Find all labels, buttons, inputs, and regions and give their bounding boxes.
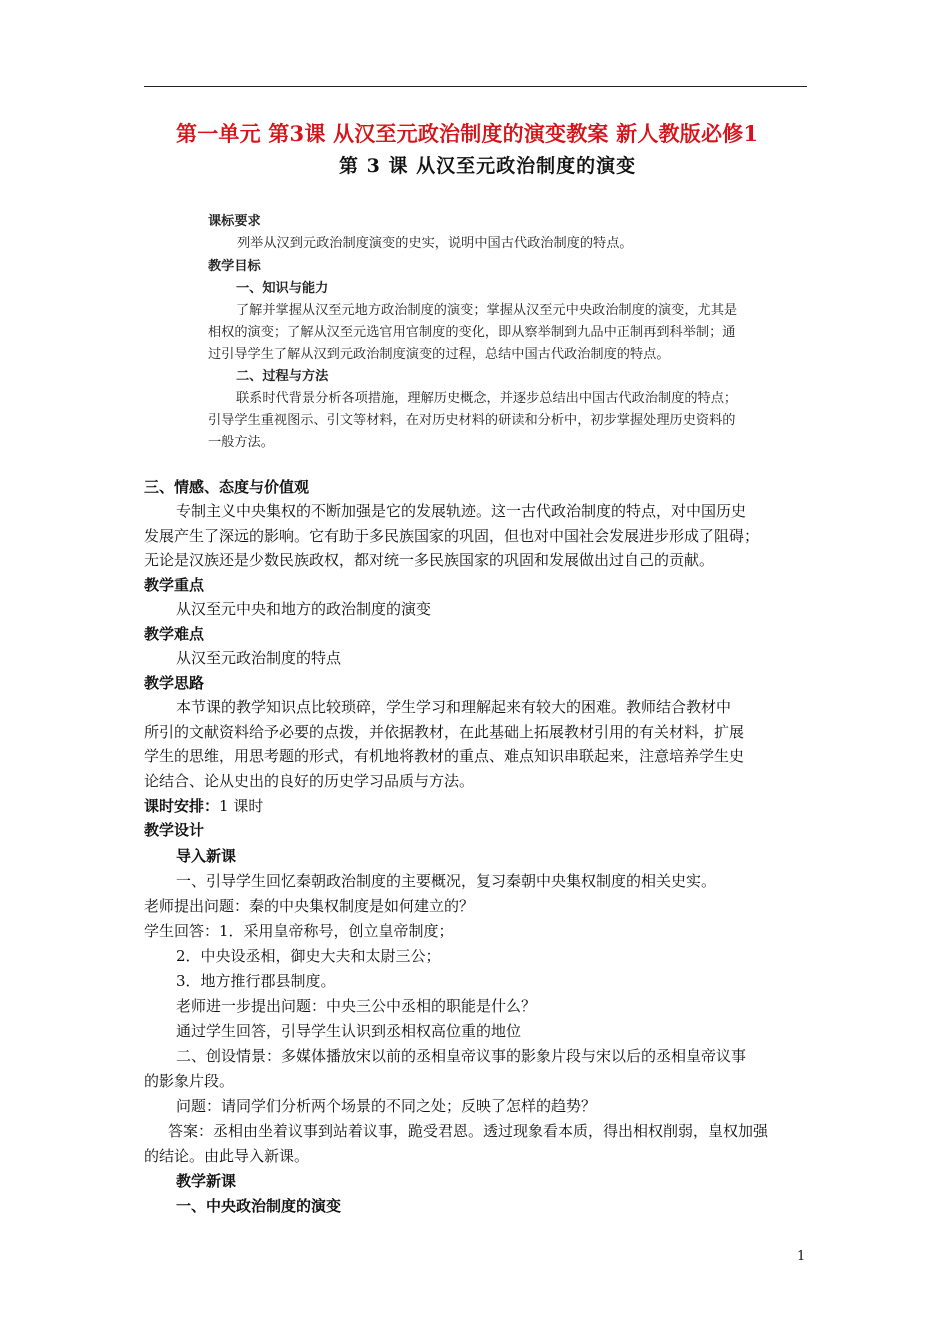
class-hours-value: 1 课时 <box>219 797 264 815</box>
paragraph-line: 联系时代背景分析各项措施，理解历史概念，并逐步总结出中国古代政治制度的特点； <box>236 391 738 406</box>
paragraph-line: 问题：请同学们分析两个场景的不同之处；反映了怎样的趋势？ <box>176 1097 597 1115</box>
paragraph-line: 的结论。由此导入新课。 <box>144 1147 310 1165</box>
paragraph-line: 学生回答：1．采用皇帝称号，创立皇帝制度； <box>144 922 454 940</box>
paragraph-line: 老师提出问题：秦的中央集权制度是如何建立的？ <box>144 897 475 915</box>
document-title: 第一单元 第3课 从汉至元政治制度的演变教案 新人教版必修1 <box>176 121 759 146</box>
paragraph-line: 2．中央设丞相，御史大夫和太尉三公； <box>176 947 441 965</box>
zhongdian-text: 从汉至元中央和地方的政治制度的演变 <box>176 600 432 618</box>
section-heading-silu: 教学思路 <box>144 674 205 692</box>
paragraph-line: 二、创设情景：多媒体播放宋以前的丞相皇帝议事的影象片段与宋以后的丞相皇帝议事 <box>176 1047 747 1065</box>
paragraph-line: 一般方法。 <box>208 435 274 450</box>
subheading-zhongyang: 一、中央政治制度的演变 <box>176 1197 342 1215</box>
paragraph-line: 学生的思维，用思考题的形式，有机地将教材的重点、难点知识串联起来，注意培养学生史 <box>144 747 745 765</box>
paragraph-line: 专制主义中央集权的不断加强是它的发展轨迹。这一古代政治制度的特点，对中国历史 <box>176 502 747 520</box>
paragraph-line: 无论是汉族还是少数民族政权，都对统一多民族国家的巩固和发展做出过自己的贡献。 <box>144 551 715 569</box>
subheading-daoru: 导入新课 <box>176 847 237 865</box>
section-heading-nandian: 教学难点 <box>144 625 205 643</box>
paragraph-line: 论结合、论从史出的良好的历史学习品质与方法。 <box>144 772 475 790</box>
paragraph-line: 引导学生重视图示、引文等材料，在对历史材料的研读和分析中，初步掌握处理历史资料的 <box>208 413 736 428</box>
section-heading-zhongdian: 教学重点 <box>144 576 205 594</box>
paragraph-line: 相权的演变；了解从汉至元选官用官制度的变化，即从察举制到九品中正制再到科举制；通 <box>208 325 736 340</box>
nandian-text: 从汉至元政治制度的特点 <box>176 649 342 667</box>
paragraph-line: 答案：丞相由坐着议事到站着议事，跪受君恩。透过现象看本质，得出相权削弱，皇权加强 <box>168 1122 769 1140</box>
section-heading-jxmb: 教学目标 <box>208 259 261 274</box>
kbyq-text: 列举从汉到元政治制度演变的史实，说明中国古代政治制度的特点。 <box>237 236 633 251</box>
paragraph-line: 了解并掌握从汉至元地方政治制度的演变；掌握从汉至元中央政治制度的演变，尤其是 <box>236 303 738 318</box>
subheading-guocheng: 二、过程与方法 <box>236 369 329 384</box>
page-number: 1 <box>797 1249 806 1264</box>
section-heading-kbyq: 课标要求 <box>208 214 261 229</box>
paragraph-line: 一、引导学生回忆秦朝政治制度的主要概况，复习秦朝中央集权制度的相关史实。 <box>176 872 717 890</box>
paragraph-line: 3．地方推行郡县制度。 <box>176 972 336 990</box>
paragraph-line: 发展产生了深远的影响。它有助于多民族国家的巩固，但也对中国社会发展进步形成了阻碍； <box>144 527 760 545</box>
paragraph-line: 的影象片段。 <box>144 1072 235 1090</box>
section-heading-sheji: 教学设计 <box>144 821 205 839</box>
class-hours <box>144 799 263 814</box>
paragraph-line: 老师进一步提出问题：中央三公中丞相的职能是什么？ <box>176 997 537 1015</box>
paragraph-line: 过引导学生了解从汉到元政治制度演变的过程，总结中国古代政治制度的特点。 <box>208 347 670 362</box>
paragraph-line: 本节课的教学知识点比较琐碎，学生学习和理解起来有较大的困难。教师结合教材中 <box>176 698 732 716</box>
lesson-subtitle: 第 3 课 从汉至元政治制度的演变 <box>339 155 637 177</box>
paragraph-line: 所引的文献资料给予必要的点拨，并依据教材，在此基础上拓展教材引用的有关材料，扩展 <box>144 723 745 741</box>
subheading-zhishi: 一、知识与能力 <box>236 281 329 296</box>
subheading-xinke: 教学新课 <box>176 1172 237 1190</box>
section-heading-qinggan: 三、情感、态度与价值观 <box>144 478 310 496</box>
paragraph-line: 通过学生回答，引导学生认识到丞相权高位重的地位 <box>176 1022 522 1040</box>
header-rule <box>144 86 807 87</box>
class-hours-label: 课时安排： <box>144 797 220 815</box>
